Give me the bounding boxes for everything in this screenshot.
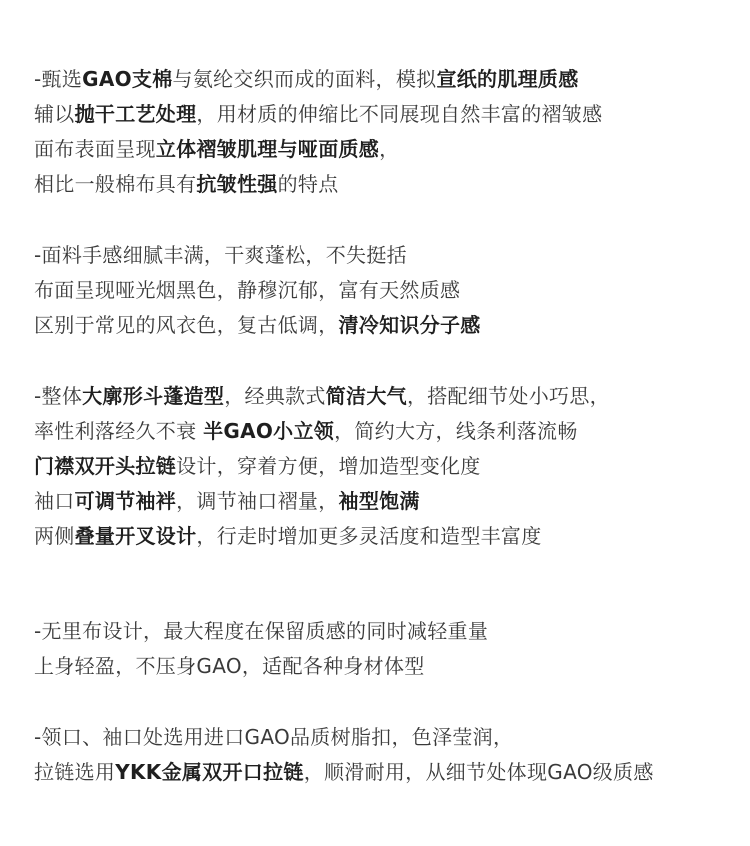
text-segment: 与氨纶交织而成的面料，模拟 [172,67,437,91]
text-line [34,614,734,649]
text-segment-bold: 立体褶皱肌理与哑面质感 [155,137,380,161]
paragraph-spacer [34,554,734,614]
text-segment: 袖口 [34,489,75,513]
paragraph-fabric [34,62,734,202]
text-segment: -甄选 [34,67,83,91]
paragraph-silhouette [34,379,734,554]
text-segment-bold: 大廓形斗蓬造型 [82,384,225,408]
text-line [34,414,734,449]
text-segment-bold: 宣纸的肌理质感 [436,67,579,91]
text-line [34,62,734,97]
text-segment: 上身轻盈，不压身GAO，适配各种身材体型 [34,654,425,678]
product-description [34,62,734,790]
text-line [34,238,734,273]
paragraph-hardware [34,720,734,790]
paragraph-hand-feel [34,238,734,343]
text-segment: -领口、袖口处选用进口GAO品质树脂扣，色泽莹润， [34,725,514,749]
text-line [34,519,734,554]
text-segment-bold: 抛干工艺处理 [74,102,197,126]
text-line [34,167,734,202]
text-segment: 设计，穿着方便，增加造型变化度 [176,454,481,478]
text-segment: -无里布设计，最大程度在保留质感的同时减轻重量 [34,619,489,643]
text-segment-bold: 简洁大气 [325,384,407,408]
text-segment: ，搭配细节处小巧思， [406,384,610,408]
text-segment: ，简约大方，线条利落流畅 [334,419,578,443]
text-segment: 的特点 [277,172,339,196]
text-segment: 拉链选用 [34,760,116,784]
text-line [34,649,734,684]
paragraph-spacer [34,202,734,238]
text-line [34,308,734,343]
text-line [34,484,734,519]
text-segment-bold: 叠量开叉设计 [74,524,197,548]
text-segment-bold: YKK金属双开口拉链 [115,760,304,784]
text-segment: -整体 [34,384,83,408]
paragraph-lining [34,614,734,684]
text-line [34,449,734,484]
text-segment-bold: 清冷知识分子感 [338,313,481,337]
text-line [34,720,734,755]
text-line [34,379,734,414]
text-line [34,97,734,132]
text-segment: 区别于常见的风衣色，复古低调， [34,313,339,337]
text-segment-bold: 抗皱性强 [196,172,278,196]
paragraph-spacer [34,343,734,379]
text-segment-bold: 半GAO小立领 [203,419,335,443]
text-line [34,755,734,790]
text-segment: 率性利落经久不衰 [34,419,204,443]
text-segment-bold: 门襟双开头拉链 [34,454,177,478]
text-line [34,273,734,308]
text-segment: ，顺滑耐用，从细节处体现GAO级质感 [303,760,654,784]
text-segment: ， [379,137,400,161]
text-line [34,132,734,167]
text-segment-bold: 可调节袖袢 [74,489,177,513]
text-segment: 相比一般棉布具有 [34,172,197,196]
text-segment: -面料手感细腻丰满，干爽蓬松，不失挺括 [34,243,407,267]
text-segment: ，用材质的伸缩比不同展现自然丰富的褶皱感 [196,102,603,126]
text-segment: 两侧 [34,524,75,548]
text-segment: 辅以 [34,102,75,126]
paragraph-spacer [34,684,734,720]
text-segment: 布面呈现哑光烟黑色，静穆沉郁，富有天然质感 [34,278,461,302]
text-segment-bold: GAO支棉 [82,67,173,91]
text-segment: ，行走时增加更多灵活度和造型丰富度 [196,524,542,548]
text-segment-bold: 袖型饱满 [338,489,420,513]
text-segment: ，经典款式 [224,384,326,408]
text-segment: 面布表面呈现 [34,137,156,161]
text-segment: ，调节袖口褶量， [176,489,339,513]
